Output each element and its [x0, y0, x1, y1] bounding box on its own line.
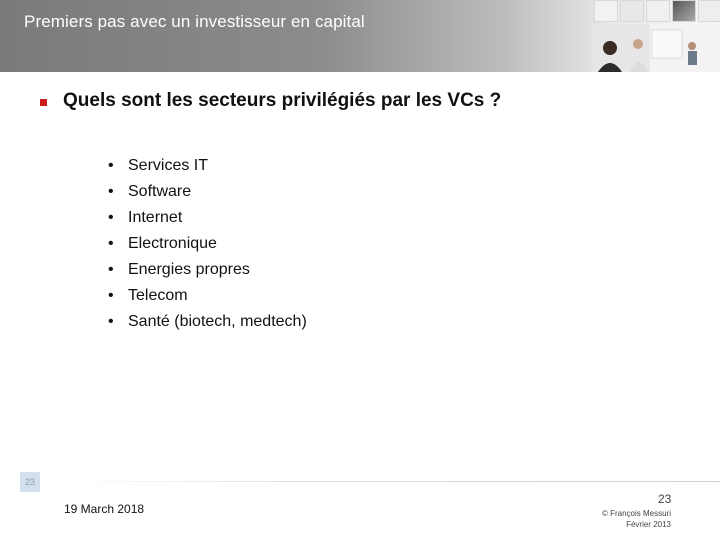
bullet-dot-icon: •: [108, 313, 114, 330]
thumbnail-photo: [672, 0, 696, 22]
thumbnail-tile: [698, 0, 720, 22]
list-item-text: Energies propres: [128, 261, 250, 278]
bullet-dot-icon: •: [108, 261, 114, 278]
list-item: [108, 207, 307, 233]
copyright-text: © François Messuri: [601, 509, 671, 518]
slide-heading: [40, 90, 501, 112]
list-item-text: Internet: [128, 209, 183, 226]
slide-number-badge: 23: [20, 472, 40, 492]
thumbnail-tile: [646, 0, 670, 22]
heading-text: Quels sont les secteurs privilégiés par les VCs ?: [63, 90, 502, 111]
list-item: [108, 155, 307, 181]
list-item-text: Santé (biotech, medtech): [128, 313, 307, 330]
bullet-square-icon: [40, 99, 47, 106]
presentation-title: Premiers pas avec un investisseur en capital: [24, 12, 365, 31]
bullet-dot-icon: •: [108, 287, 114, 304]
list-item-text: Services IT: [128, 157, 209, 174]
list-item: [108, 181, 307, 207]
list-item: [108, 311, 307, 337]
footer-date: 19 March 2018: [64, 502, 145, 516]
list-item: [108, 285, 307, 311]
list-item-text: Software: [128, 183, 192, 200]
list-item: [108, 259, 307, 285]
list-item: [108, 233, 307, 259]
bullet-dot-icon: •: [108, 235, 114, 252]
copyright-date: Février 2013: [626, 520, 671, 529]
office-people-photo: [592, 24, 720, 72]
thumbnail-tile: [620, 0, 644, 22]
header-banner: [0, 0, 720, 72]
list-item-text: Electronique: [128, 235, 217, 252]
bullet-dot-icon: •: [108, 157, 114, 174]
thumbnail-tile: [594, 0, 618, 22]
page-number: 23: [658, 492, 672, 506]
bullet-dot-icon: •: [108, 183, 114, 200]
sector-list: [108, 155, 307, 337]
bullet-dot-icon: •: [108, 209, 114, 226]
list-item-text: Telecom: [128, 287, 188, 304]
footer-divider: [58, 481, 720, 482]
